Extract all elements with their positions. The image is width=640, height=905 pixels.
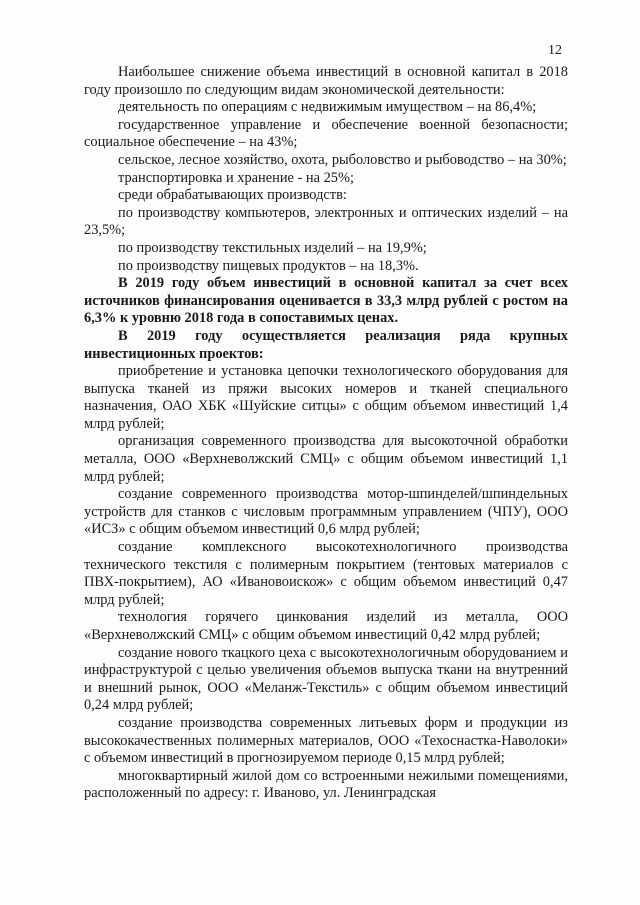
page-number: 12	[548, 43, 562, 58]
paragraph: Наибольшее снижение объема инвестиций в основной капитал в 2018 году произошло по следующим видам экономической деятельности:	[84, 64, 568, 98]
paragraph: по производству компьютеров, электронных и оптических изделий – на 23,5%;	[84, 204, 568, 239]
paragraph: организация современного производства для высокоточной обработки металла, ООО «Верхневолжский СМЦ» с общим объемом инвестиций 1,1 млрд рублей;	[84, 433, 568, 485]
paragraph: создание комплексного высокотехнологичного производства технического текстиля с полимерным покрытием (тентовых материалов с ПВХ-покрытием), АО «Ивановоискож» с общим объемом инвестиций 0,47 млрд рублей;	[84, 539, 568, 608]
paragraph: В 2019 году осуществляется реализация ряда крупных инвестиционных проектов:	[84, 327, 568, 362]
paragraph: В 2019 году объем инвестиций в основной капитал за счет всех источников финансирования оценивается в 33,3 млрд рублей с ростом на 6,3% к уровню 2018 года в сопоставимых ценах.	[84, 275, 568, 327]
paragraph: государственное управление и обеспечение военной безопасности; социальное обеспечение – на 43%;	[84, 116, 568, 151]
paragraph: создание производства современных литьевых форм и продукции из высококачественных полимерных материалов, ООО «Техоснастка-Наволоки» с объемом инвестиций в прогнозируемом периоде 0,15 млрд рублей;	[84, 714, 568, 767]
paragraph: сельское, лесное хозяйство, охота, рыболовство и рыбоводство – на 30%;	[118, 151, 567, 168]
paragraph: по производству текстильных изделий – на 19,9%;	[118, 239, 427, 256]
paragraph: многоквартирный жилой дом со встроенными нежилыми помещениями, расположенный по адресу: г. Иваново, ул. Ленинградская	[84, 767, 568, 802]
paragraph: технология горячего цинкования изделий из металла, ООО «Верхневолжский СМЦ» с общим объемом инвестиций 0,42 млрд рублей;	[84, 609, 568, 643]
paragraph: по производству пищевых продуктов – на 18,3%.	[118, 257, 419, 274]
paragraph: деятельность по операциям с недвижимым имуществом – на 86,4%;	[118, 99, 537, 116]
paragraph: транспортировка и хранение - на 25%;	[118, 169, 354, 186]
paragraph: среди обрабатывающих производств:	[118, 187, 347, 204]
paragraph: создание современного производства мотор-шпинделей/шпиндельных устройств для станков с числовым программным управлением (ЧПУ), ООО «ИСЗ» с общим объемом инвестиций 0,6 млрд рублей;	[84, 486, 568, 538]
document-body	[84, 64, 568, 803]
paragraph: приобретение и установка цепочки технологического оборудования для выпуска тканей из пряжи высоких номеров и тканей специального назначения, ОАО ХБК «Шуйские ситцы» с общим объемом инвестиций 1,4 млрд рублей;	[84, 363, 568, 432]
paragraph: создание нового ткацкого цеха с высокотехнологичным оборудованием и инфраструктурой с целью увеличения объемов выпуска ткани на внутренний и внешний рынок, ООО «Меланж-Текстиль» с общим объемом инвестиций 0,24 млрд рублей;	[84, 644, 568, 714]
